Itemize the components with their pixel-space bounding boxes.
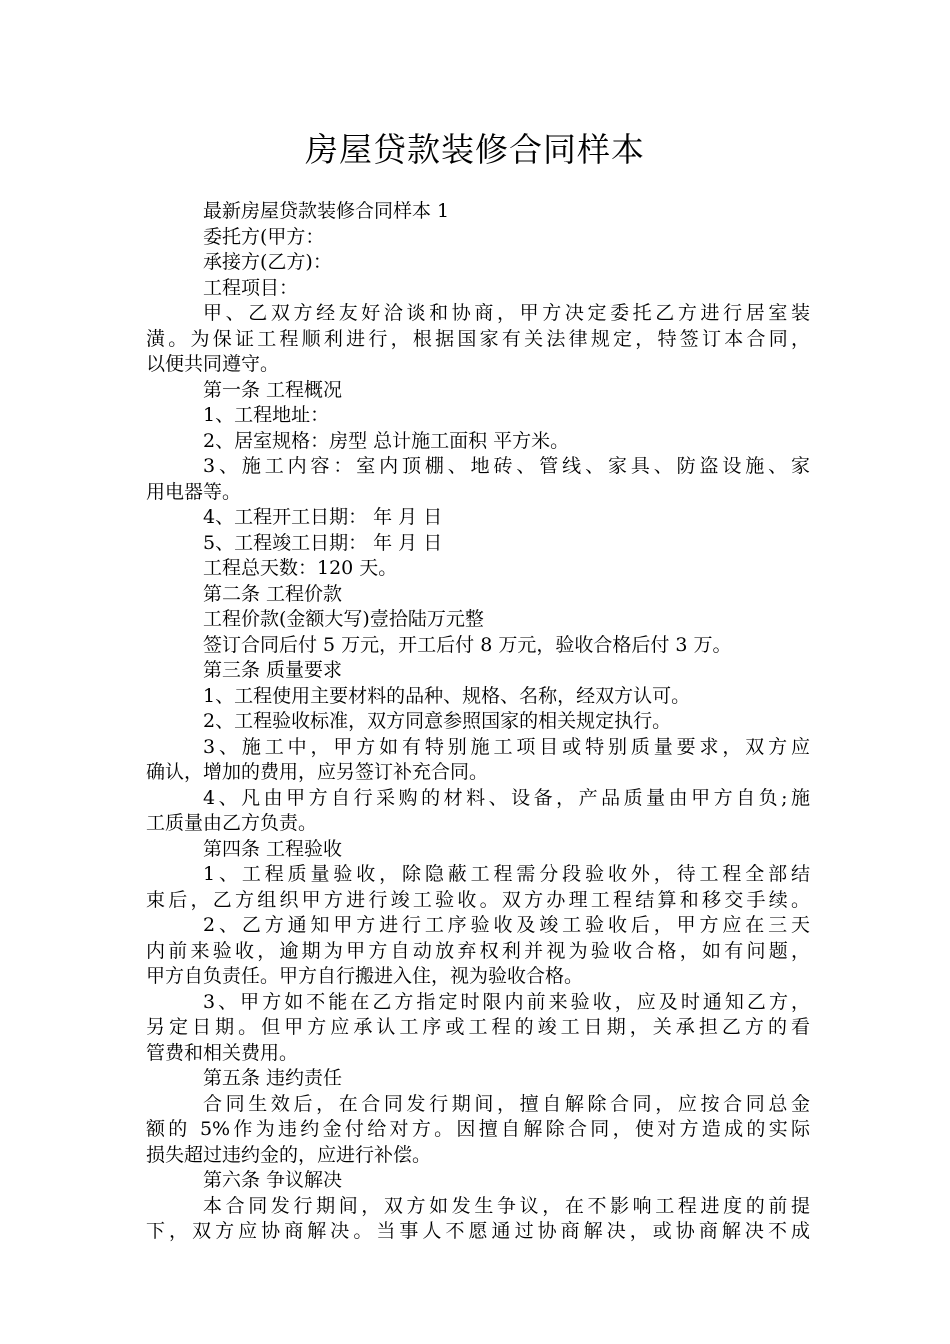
document-line: 1、工程使用主要材料的品种、规格、名称，经双方认可。 [203,684,691,707]
document-line: 4、工程开工日期： 年 月 日 [203,506,443,528]
document-line: 内前来验收，逾期为甲方自动放弃权利并视为验收合格，如有问题， [146,939,810,962]
document-line: 本合同发行期间，双方如发生争议，在不影响工程进度的前提 [203,1194,810,1217]
document-line: 2、居室规格：房型 总计施工面积 平方米。 [203,429,570,452]
document-line: 确认，增加的费用，应另签订补充合同。 [146,761,489,783]
document-line: 3、施工中，甲方如有特别施工项目或特别质量要求，双方应 [203,735,810,758]
document-line: 2、工程验收标准，双方同意参照国家的相关规定执行。 [203,710,672,732]
document-line: 工程项目： [203,276,299,299]
document-line: 2、乙方通知甲方进行工序验收及竣工验收后，甲方应在三天 [203,914,810,936]
document-line: 第五条 违约责任 [203,1067,343,1089]
document-line: 工质量由乙方负责。 [146,812,318,834]
document-line: 承接方(乙方)： [203,251,332,273]
document-line: 第四条 工程验收 [203,837,343,860]
document-line: 3、施工内容：室内顶棚、地砖、管线、家具、防盗设施、家 [203,455,810,477]
document-line: 额的 5%作为违约金付给对方。因擅自解除合同，使对方造成的实际 [146,1118,810,1140]
document-line: 第六条 争议解决 [203,1169,343,1191]
document-body [146,199,810,1245]
document-line: 工程价款(金额大写)壹拾陆万元整 [203,608,484,630]
document-line: 最新房屋贷款装修合同样本 1 [203,200,450,222]
document-line: 1、工程地址： [203,404,330,426]
document-line: 委托方(甲方： [203,225,325,248]
document-line: 4、凡由甲方自行采购的材料、设备，产品质量由甲方自负;施 [203,786,810,809]
document-line: 下，双方应协商解决。当事人不愿通过协商解决，或协商解决不成 [146,1220,810,1242]
document-line: 束后，乙方组织甲方进行竣工验收。双方办理工程结算和移交手续。 [146,888,810,911]
document-line: 第三条 质量要求 [203,659,343,681]
document-line: 1、工程质量验收，除隐蔽工程需分段验收外，待工程全部结 [203,863,810,885]
document-title: 房屋贷款装修合同样本 [305,130,645,169]
document-line: 以便共同遵守。 [146,353,280,375]
document-line: 潢。为保证工程顺利进行，根据国家有关法律规定，特签订本合同， [146,327,810,350]
document-line: 第二条 工程价款 [203,582,343,605]
document-line: 另定日期。但甲方应承认工序或工程的竣工日期，关承担乙方的看 [146,1016,810,1038]
document-line: 用电器等。 [146,480,242,503]
document-line: 甲、乙双方经友好洽谈和协商，甲方决定委托乙方进行居室装 [203,302,810,324]
document-line: 合同生效后，在合同发行期间，擅自解除合同，应按合同总金 [203,1092,810,1115]
document-line: 5、工程竣工日期： 年 月 日 [203,531,443,554]
document-line: 损失超过违约金的，应进行补偿。 [146,1143,432,1166]
document-line: 管费和相关费用。 [146,1041,299,1064]
document-line: 签订合同后付 5 万元，开工后付 8 万元，验收合格后付 3 万。 [203,633,732,656]
document-line: 工程总天数：120 天。 [203,557,398,579]
document-line: 3、甲方如不能在乙方指定时限内前来验收，应及时通知乙方， [203,990,810,1013]
document-line: 甲方自负责任。甲方自行搬进入住，视为验收合格。 [146,965,584,987]
document-line: 第一条 工程概况 [203,378,343,401]
